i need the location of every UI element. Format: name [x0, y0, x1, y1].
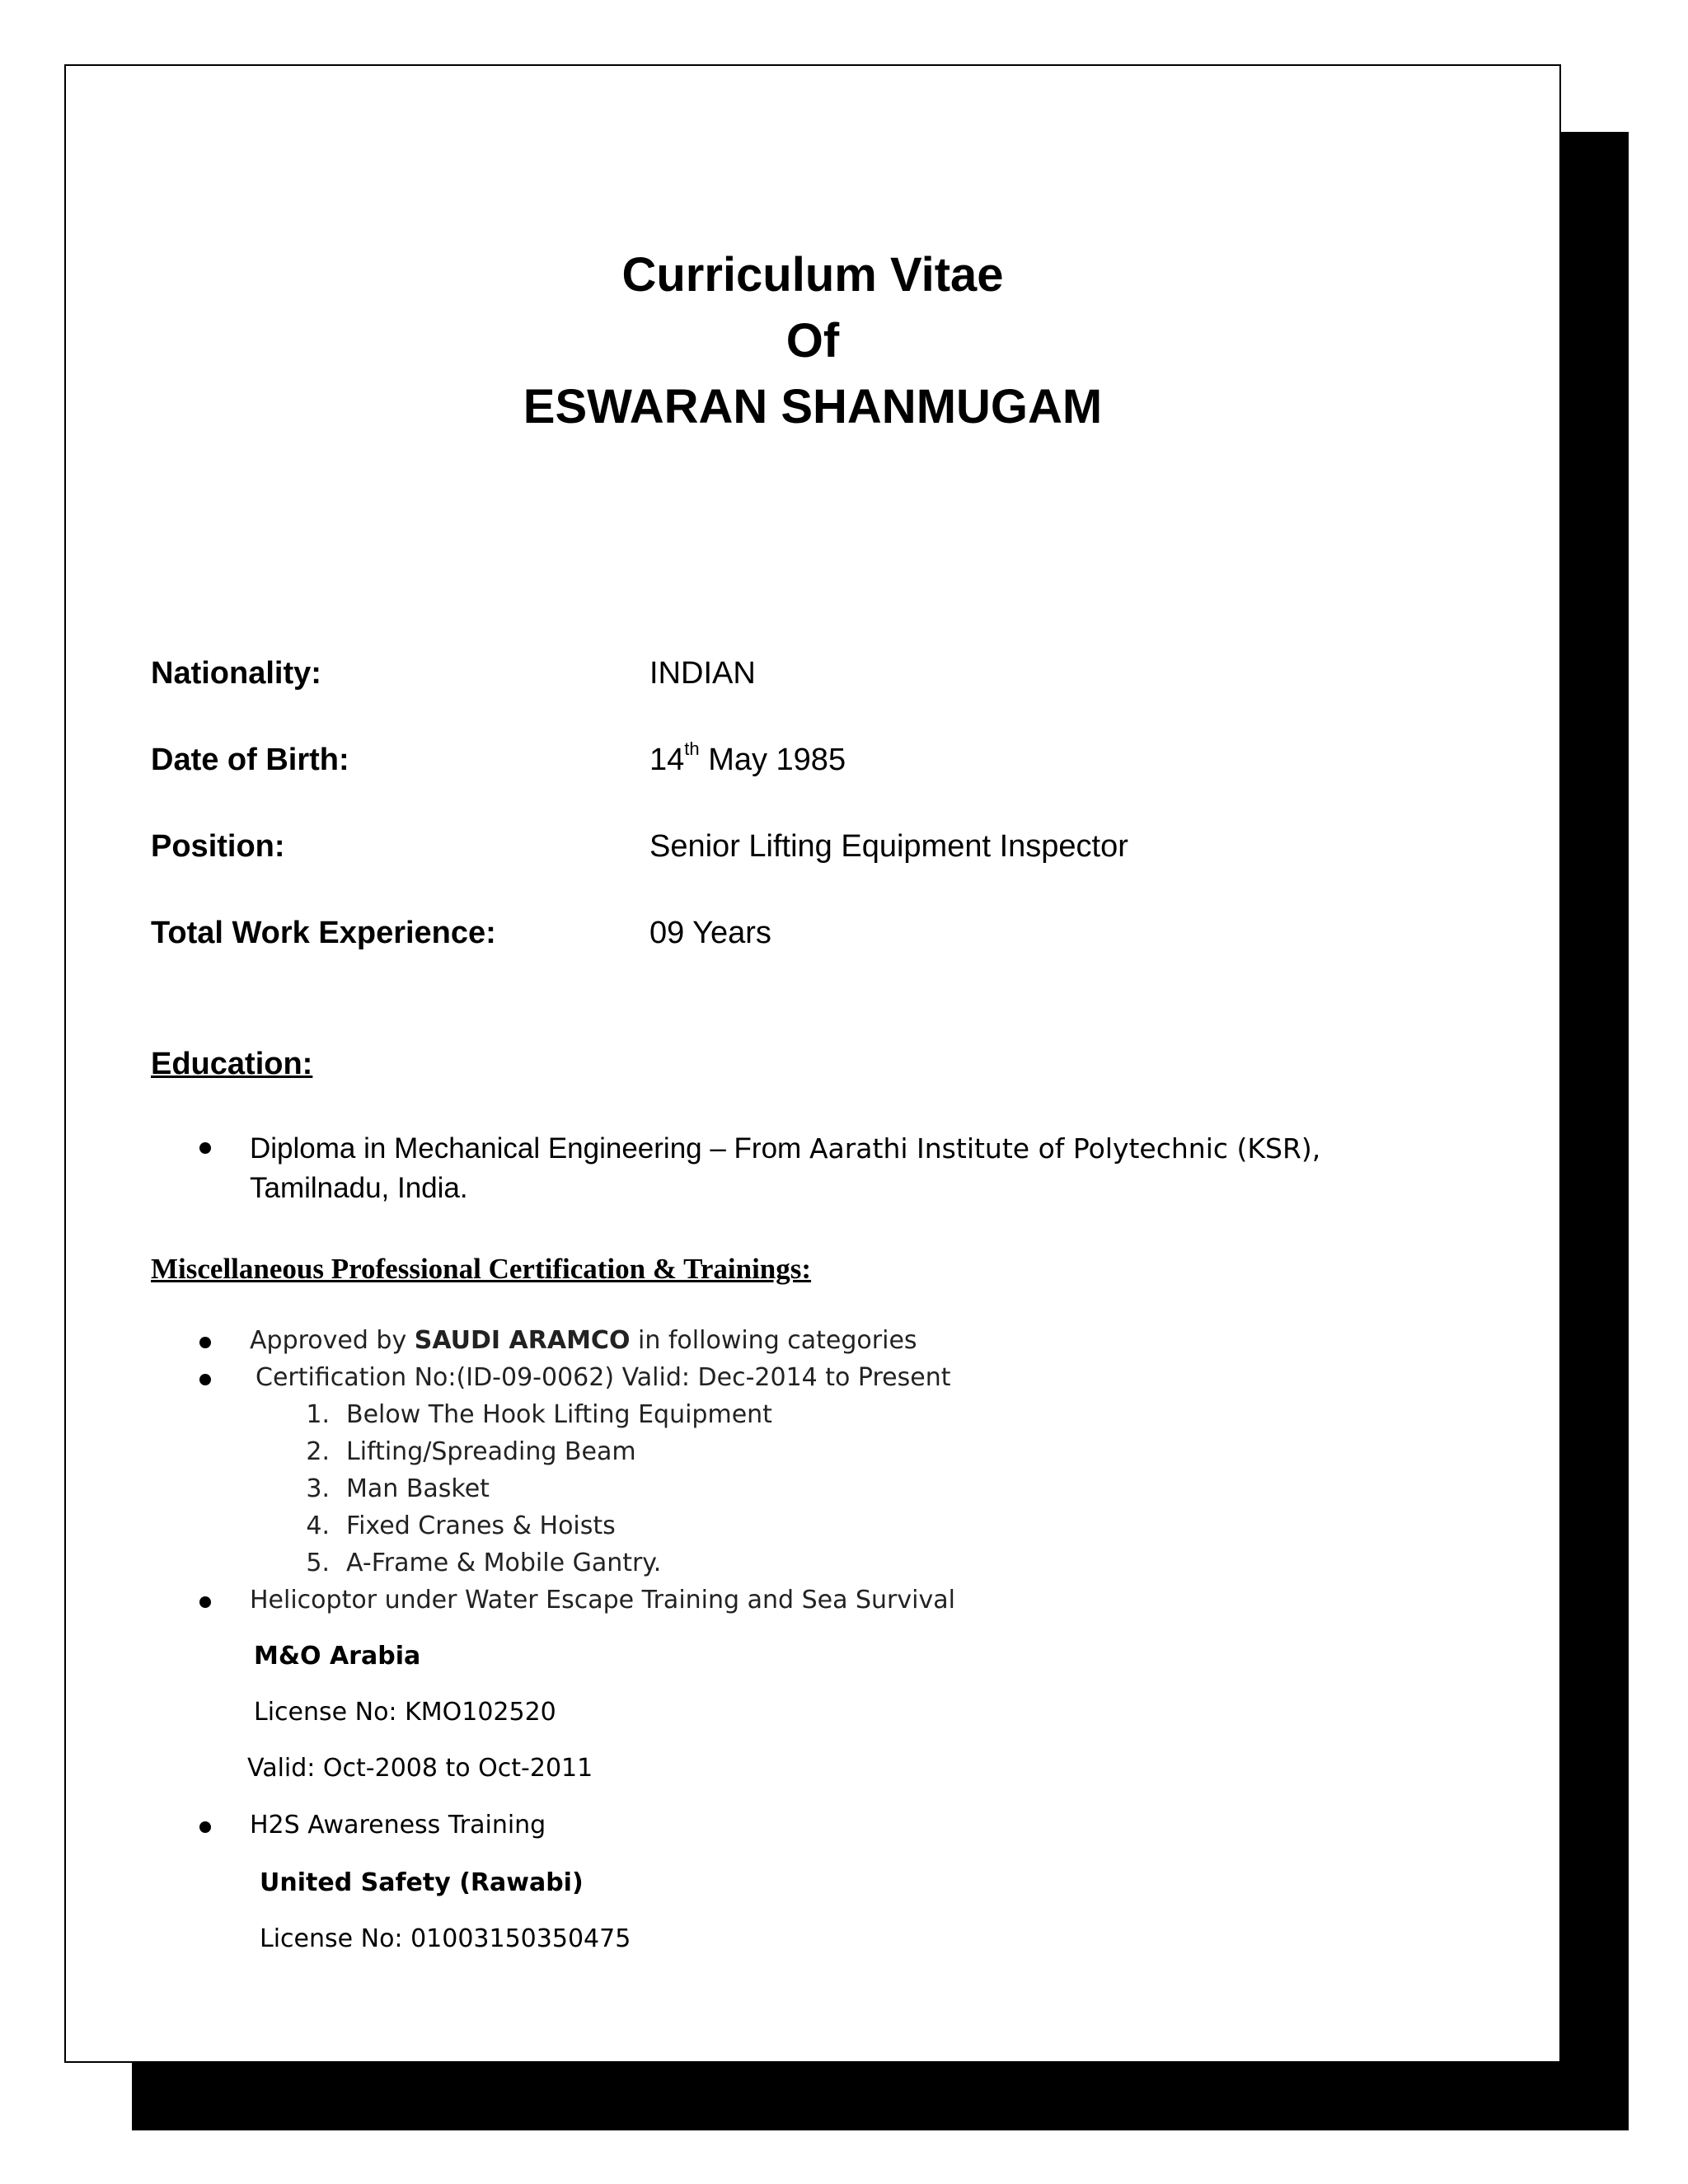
approved-item: Approved by SAUDI ARAMCO in following categories — [250, 1326, 917, 1355]
dob-value: 14th May 1985 — [649, 738, 846, 777]
certification-item: Certification No:(ID-09-0062) Valid: Dec-2014 to Present — [256, 1363, 951, 1392]
position-value: Senior Lifting Equipment Inspector — [649, 829, 1128, 864]
candidate-name: ESWARAN SHANMUGAM — [523, 380, 1103, 434]
huet-organization: M&O Arabia — [254, 1642, 421, 1671]
huet-item: Helicoptor under Water Escape Training and Sea Survival — [250, 1586, 955, 1615]
experience-label: Total Work Experience: — [151, 916, 496, 950]
bullet-icon — [199, 1141, 211, 1157]
cv-title-of: Of — [785, 314, 840, 368]
education-heading: Education: — [151, 1047, 313, 1081]
h2s-license: License No: 01003150350475 — [260, 1924, 631, 1953]
huet-license: License No: KMO102520 — [254, 1698, 556, 1727]
misc-heading: Miscellaneous Professional Certification & Trainings: — [151, 1253, 812, 1285]
nationality-label: Nationality: — [151, 656, 321, 691]
position-label: Position: — [151, 829, 285, 864]
document-page: Curriculum Vitae Of ESWARAN SHANMUGAM Nationality: INDIAN Date of Birth: 14th May 1985 Position: Senior Lifting Equipment Inspector Total Work Experience: 09 Years Education: Diploma in Mechanical Engineering – From Aarathi Institute of Polytechnic (KSR), Tamilnadu, India. Miscellaneous Professional Certification & Trainings: Approved by SAUDI ARAMCO in following categories Certification No:(ID-09-0062) Valid: Dec-2014 to Present 1. Below The Hook Lifting Equipment 2. Lifting/Spreading Beam 3. Man Basket 4. Fixed Cranes & Hoists 5. A-Frame & Mobile Gantry. Helicoptor under Water Escape Training and Sea Survival M&O Arabia License No: KMO102520 Valid: Oct-2008 to Oct-2011 H2S Awareness Training United Safety (Rawabi) License No: 01003150350475 — [64, 64, 1561, 2063]
h2s-item: H2S Awareness Training — [250, 1811, 546, 1840]
cv-title: Curriculum Vitae — [621, 248, 1004, 302]
dob-label: Date of Birth: — [151, 743, 349, 777]
bullet-icon — [199, 1595, 211, 1611]
bullet-icon — [199, 1372, 211, 1389]
education-item: Diploma in Mechanical Engineering – From Aarathi Institute of Polytechnic (KSR), Tamilnadu, India. — [250, 1132, 1321, 1204]
nationality-value: INDIAN — [649, 656, 756, 691]
huet-validity: Valid: Oct-2008 to Oct-2011 — [247, 1754, 593, 1783]
experience-value: 09 Years — [649, 916, 771, 950]
bullet-icon — [199, 1335, 211, 1352]
bullet-icon — [199, 1820, 211, 1836]
h2s-organization: United Safety (Rawabi) — [260, 1868, 584, 1897]
